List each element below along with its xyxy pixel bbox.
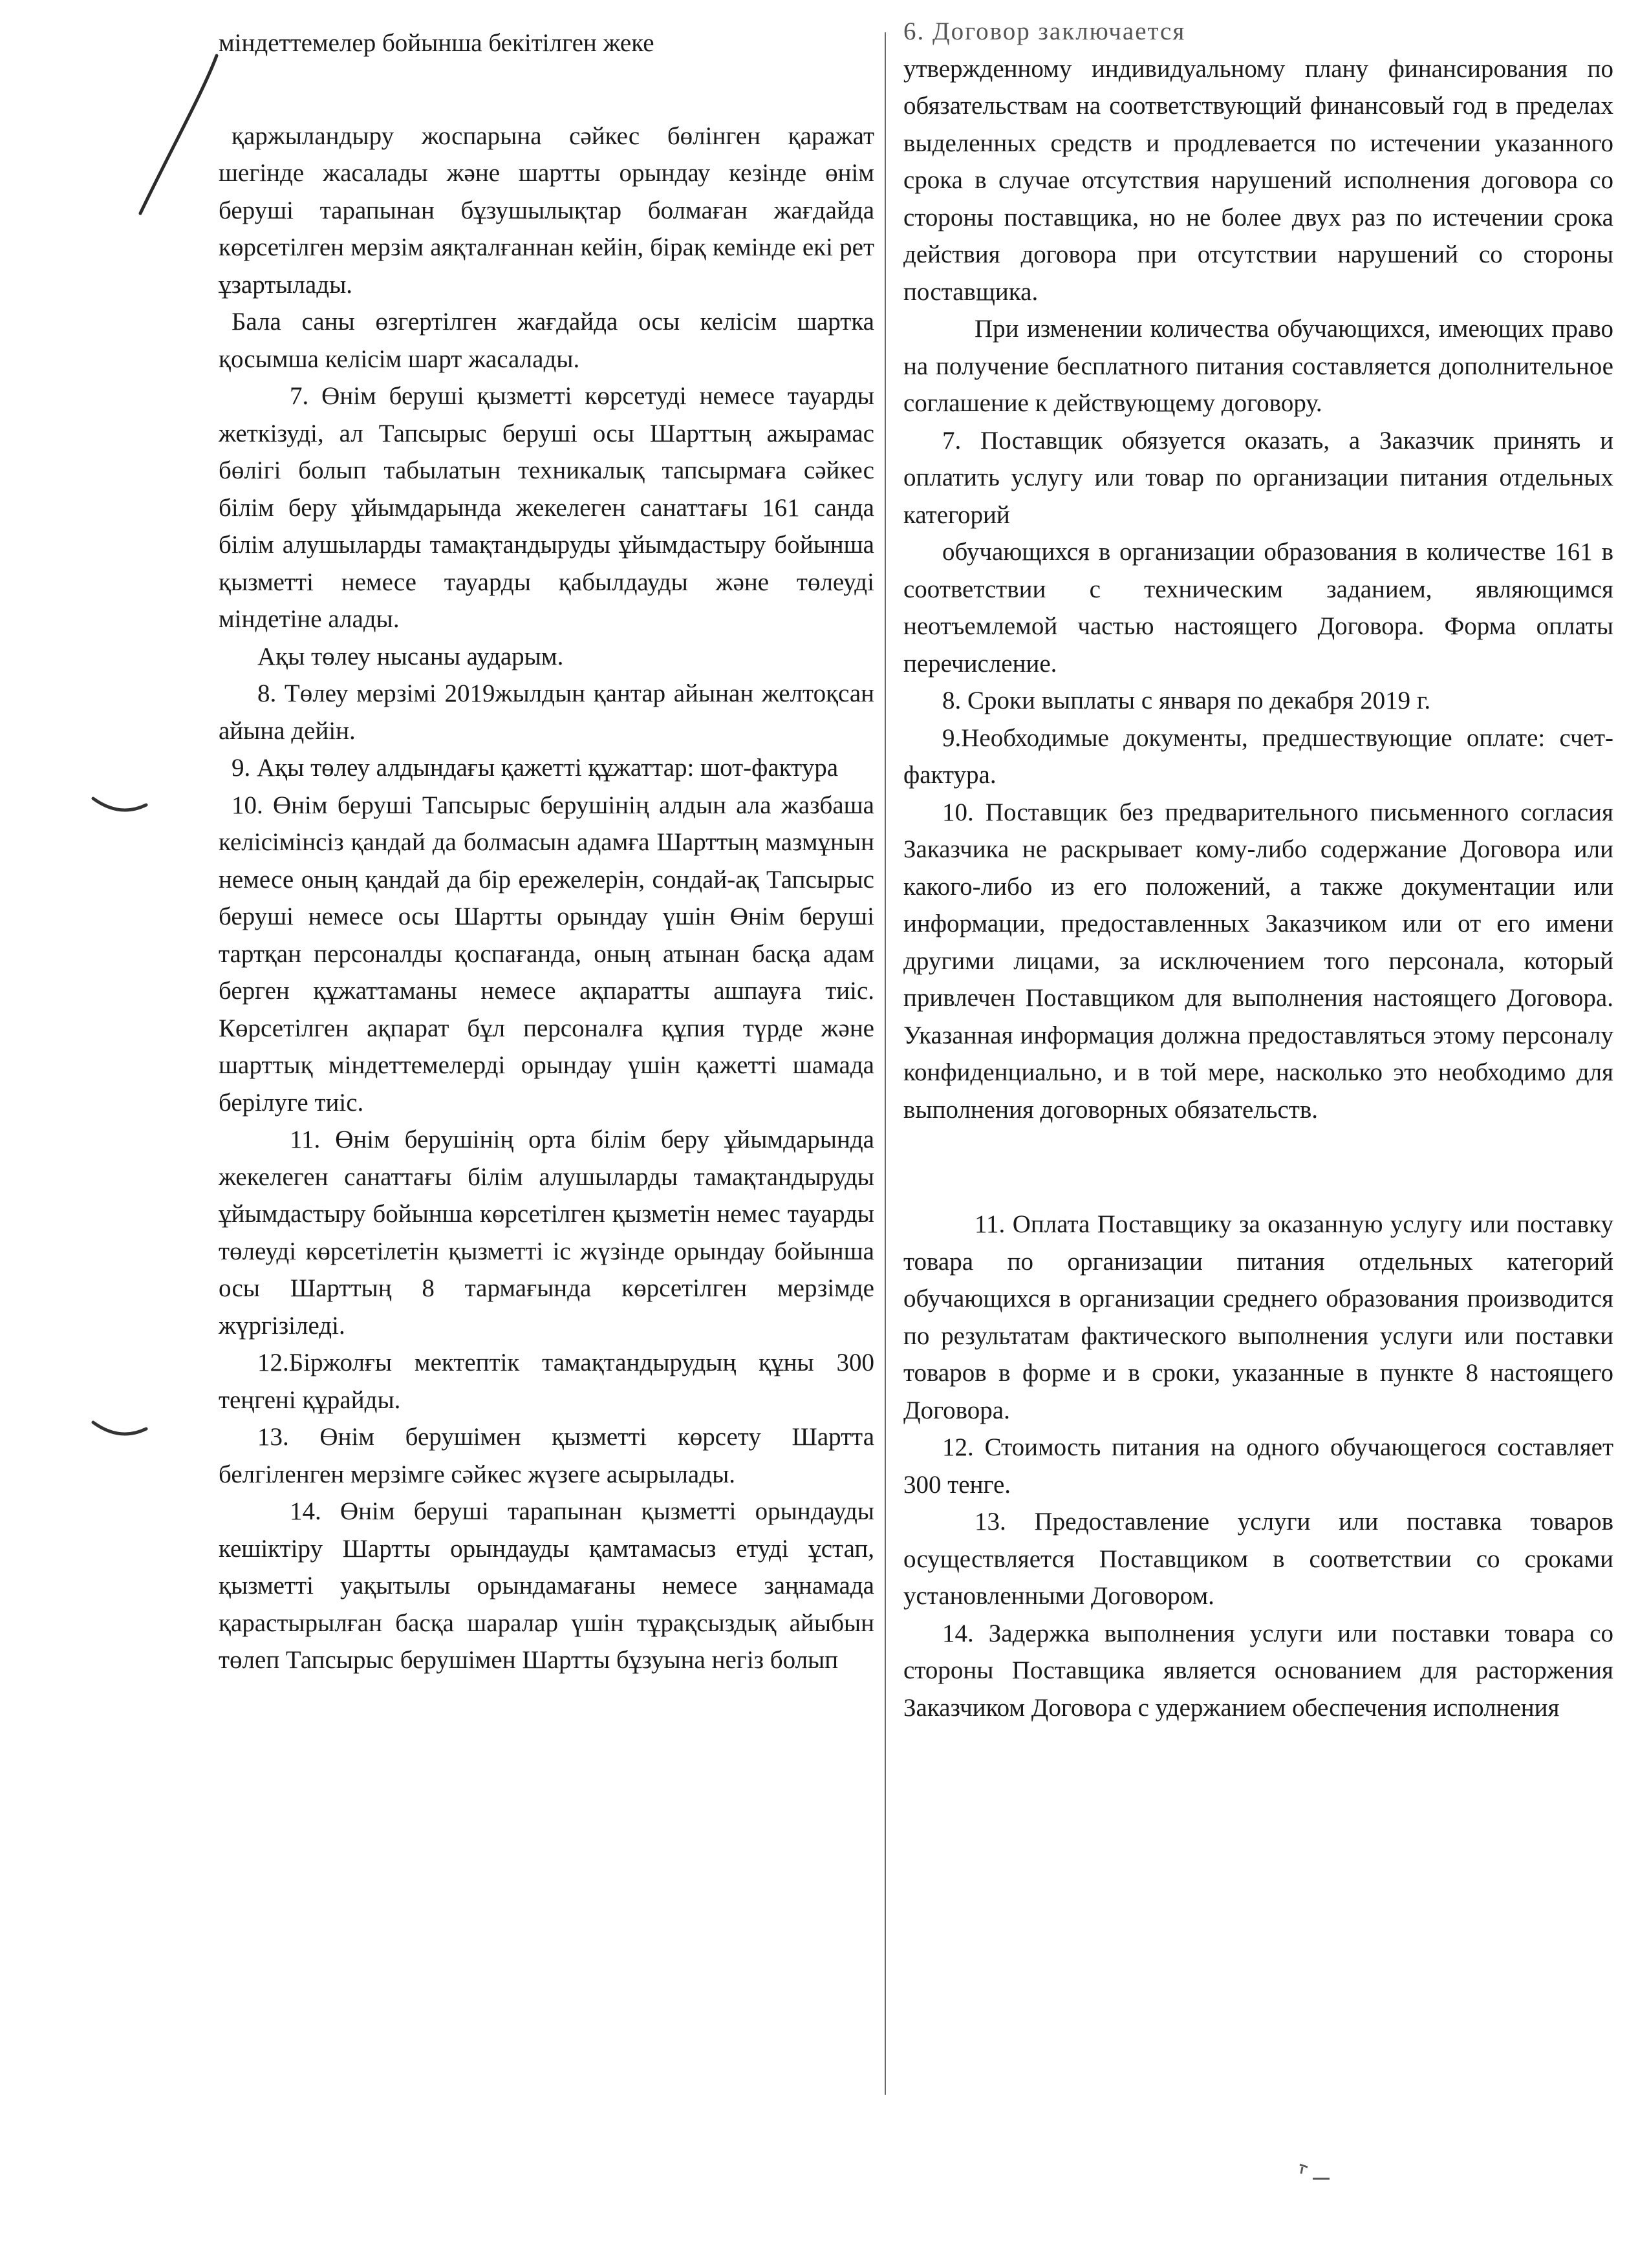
clipped-header-line: 6. Договор заключается: [903, 17, 1186, 45]
clause-11: 11. Оплата Поставщику за оказанную услугу или поставку товара по организации питания отдельных категорий обучающихся в организации среднего образования производится по результатам фактического выполнения услуги или поставки товаров в форме и в сроки, указанные в пункте 8 настоящего Договора.: [903, 1210, 1613, 1424]
pen-stroke-mark: [133, 52, 223, 220]
clause-11: 11. Өнім берушінің орта білім беру ұйымдарында жекелеген санаттағы білім алушыларды тамақтандыруды ұйымдастыру бойынша көрсетілген қызметін немес тауарды төлеуді көрсетілетін қызметті іс жүзінде орындау бойынша осы Шарттың 8 тармағында көрсетілген мерзімде жүргізіледі.: [219, 1126, 874, 1340]
clause-8: 8. Сроки выплаты с января по декабря 2019 г.: [942, 687, 1431, 714]
clause-7: 7. Поставщик обязуется оказать, а Заказчик принять и оплатить услугу или товар по организации питания отдельных категорий: [903, 426, 1613, 529]
payment-form: Ақы төлеу нысаны аударым.: [257, 642, 564, 670]
kazakh-column: [219, 26, 874, 1679]
clipped-header-line: міндеттемелер бойынша бекітілген жеке: [219, 29, 654, 57]
clause-10: 10. Өнім беруші Тапсырыс берушінің алдын ала жазбаша келісімінсіз қандай да болмасын адамға Шарттың мазмұнын немесе оның қандай да бір ережелерін, сондай-ақ Тапсырыс беруші немесе осы Шартты орындау үшін Өнім беруші тартқан персоналды қоспағанда, оның атынан басқа адам берген құжаттаманы немесе ақпаратты ашпауға тиіс. Көрсетілген ақпарат бұл персоналға құпия түрде және шарттық міндеттемелерді орындау үшін қажетті шамада берілуге тиіс.: [219, 791, 874, 1117]
clause-10: 10. Поставщик без предварительного письменного согласия Заказчика не раскрывает кому-либо содержание Договора или какого-либо из его положений, а также документации или информации, предоставленных Заказчиком или от его имени другими лицами, за исключением того персонала, который привлечен Поставщиком для выполнения настоящего Договора. Указанная информация должна предоставляться этому персоналу конфиденциально, и в той мере, насколько это необходимо для выполнения договорных обязательств.: [903, 798, 1613, 1124]
clause-9: 9. Ақы төлеу алдындағы қажетті құжаттар: шот-фактура: [232, 754, 839, 782]
clause-13: 13. Предоставление услуги или поставка товаров осуществляется Поставщиком в соответствии со сроками установленными Договором.: [903, 1508, 1613, 1610]
clause-14: 14. Өнім беруші тарапынан қызметті орындауды кешіктіру Шартты орындауды қамтамасыз етуді ұстап, қызметті уақытылы орындамағаны немесе заңнамада қарастырылған басқа шаралар үшін тұрақсыздық айыбын төлеп Тапсырыс берушімен Шартты бұзуына негіз болып: [219, 1497, 874, 1674]
clause-12: 12. Стоимость питания на одного обучающегося составляет 300 тенге.: [903, 1433, 1613, 1499]
paragraph-continuation: қаржыландыру жоспарына сәйкес бөлінген қаражат шегінде жасалады және шартты орындау кезінде өнім беруші тарапынан бұзушылықтар болмаған жағдайда көрсетілген мерзім аяқталғаннан кейін, бірақ кемінде екі рет ұзартылады.: [219, 122, 874, 299]
punch-hole-shadow: [91, 792, 149, 818]
clause-14: 14. Задержка выполнения услуги или поставки товара со стороны Поставщика является основанием для расторжения Заказчиком Договора с удержанием обеспечения исполнения: [903, 1619, 1613, 1722]
paragraph-continuation: утвержденному индивидуальному плану финансирования по обязательствам на соответствующий финансовый год в пределах выделенных средств и продлевается по истечении указанного срока в случае отсутствия нарушений исполнения договора со стороны поставщика, но не более двух раз по истечении срока действия договора при отсутствии нарушений со стороны поставщика.: [903, 54, 1613, 306]
scan-speck: [1293, 2159, 1332, 2185]
clause-8: 8. Төлеу мерзімі 2019жылдын қантар айынан желтоқсан айына дейін.: [219, 679, 874, 745]
paragraph-additional-agreement: При изменении количества обучающихся, имеющих право на получение бесплатного питания составляется дополнительное соглашение к действующему договору.: [903, 315, 1613, 417]
russian-column: [903, 17, 1613, 1726]
clause-7-continued: обучающихся в организации образования в количестве 161 в соответствии с техническим заданием, являющимся неотъемлемой частью настоящего Договора. Форма оплаты перечисление.: [903, 538, 1613, 678]
column-divider: [885, 32, 886, 2095]
clause-13: 13. Өнім берушімен қызметті көрсету Шартта белгіленген мерзімге сәйкес жүзеге асырылады.: [219, 1423, 874, 1488]
clause-7: 7. Өнім беруші қызметті көрсетуді немесе тауарды жеткізуді, ал Тапсырыс беруші осы Шарттың ажырамас бөлігі болып табылатын техникалық тапсырмаға сәйкес білім беру ұйымдарында жекелеген санаттағы 161 санда білім алушыларды тамақтандыруды ұйымдастыру бойынша қызметті немесе тауарды қабылдауды және төлеуді міндетіне алады.: [219, 382, 874, 633]
punch-hole-shadow: [91, 1416, 149, 1442]
paragraph-additional-agreement: Бала саны өзгертілген жағдайда осы келісім шартка қосымша келісім шарт жасалады.: [219, 308, 874, 373]
clause-12: 12.Біржолғы мектептік тамақтандырудың құны 300 теңгені құрайды.: [219, 1349, 874, 1414]
clause-9: 9.Необходимые документы, предшествующие оплате: счет-фактура.: [903, 723, 1613, 789]
